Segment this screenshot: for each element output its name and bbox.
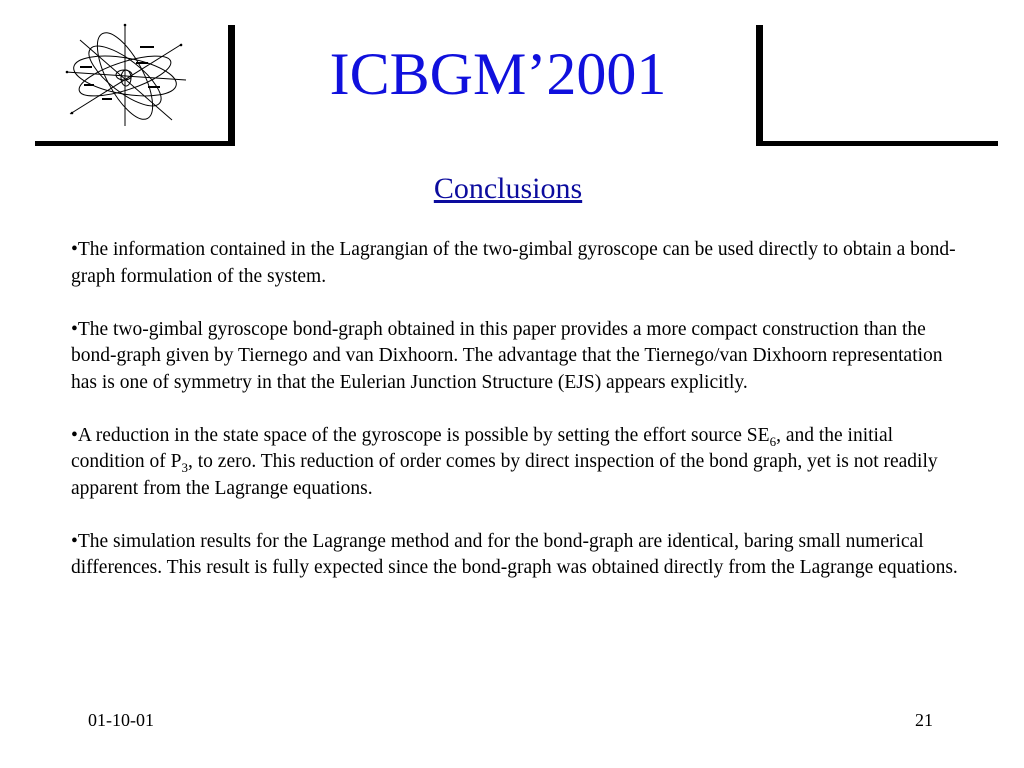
gyroscope-diagram-icon: [60, 22, 190, 130]
bullet-text: •A reduction in the state space of the gyroscope is possible by setting the effort source SE: [71, 424, 770, 446]
footer-date: 01-10-01: [88, 710, 154, 730]
header-left-divider: [228, 25, 235, 141]
header-left-rule: [35, 141, 235, 146]
bullet-text: , to zero. This reduction of order comes by direct inspection of the bond graph, yet is not readily apparent from the Lagrange equations.: [71, 451, 938, 499]
bullet-text: •The information contained in the Lagrangian of the two-gimbal gyroscope can be used directly to obtain a bond-graph formulation of the system.: [71, 239, 956, 287]
bullet-item: [71, 317, 961, 397]
header-right-divider: [756, 25, 763, 141]
bullet-item: [71, 529, 961, 582]
slide-heading: Conclusions: [433, 172, 583, 205]
page-title: ICBGM’2001: [329, 41, 667, 107]
bullet-item: [71, 237, 961, 290]
bullet-text: , and the initial condition of P: [71, 424, 894, 472]
bullet-subscript: 6: [769, 433, 777, 449]
footer-page-number: 21: [915, 710, 933, 730]
header-right-rule: [756, 141, 998, 146]
slide-body: [71, 237, 961, 608]
bullet-item: [71, 423, 961, 503]
bullet-text: •The simulation results for the Lagrange method and for the bond-graph are identical, baring small numerical differences. This result is fully expected since the bond-graph was obtained directly from the Lagrange equations.: [71, 530, 958, 578]
bullet-subscript: 3: [181, 459, 188, 475]
bullet-text: •The two-gimbal gyroscope bond-graph obtained in this paper provides a more compact construction than the bond-graph given by Tiernego and van Dixhoorn. The advantage that the Tiernego/van Dixhoorn representation has is one of symmetry in that the Eulerian Junction Structure (EJS) appears explicitly.: [71, 318, 943, 393]
